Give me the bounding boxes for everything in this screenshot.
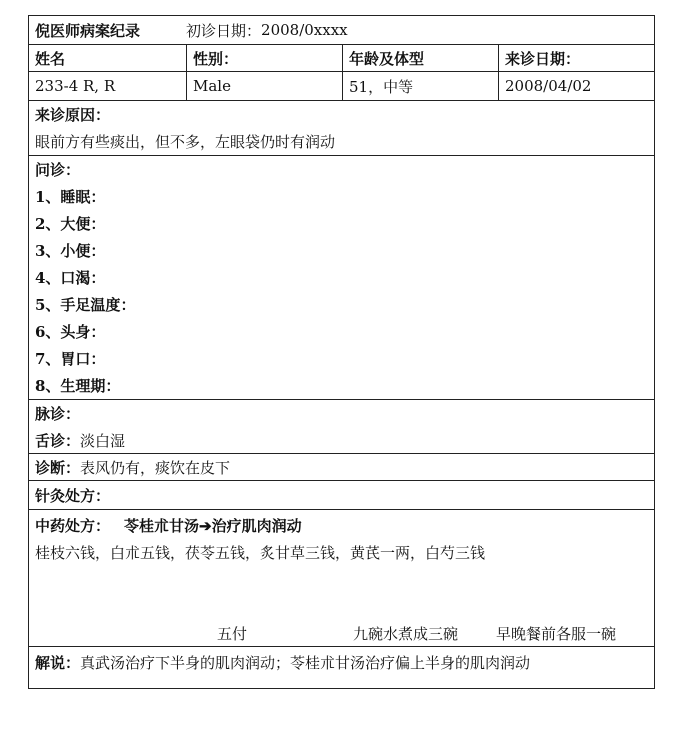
inquiry-item-menses: 8、生理期： — [35, 377, 121, 395]
herbal-cooking: 九碗水煮成三碗 — [353, 625, 459, 643]
patient-header-row — [29, 45, 654, 72]
herbal-ingredients: 桂枝六钱，白朮五钱，茯苓五钱，炙甘草三钱，黄芪一两，白芍三钱 — [35, 544, 486, 562]
explanation-text: 真武汤治疗下半身的肌肉润动；苓桂朮甘汤治疗偏上半身的肌肉润动 — [80, 654, 531, 672]
pulse-tongue-section — [29, 400, 654, 454]
inquiry-label: 问诊： — [35, 161, 81, 179]
title-row — [29, 16, 654, 45]
tongue-line — [35, 430, 125, 451]
pulse-label: 脉诊： — [35, 405, 81, 423]
first-visit-label: 初诊日期： — [186, 21, 262, 40]
title-cell — [29, 16, 654, 44]
name-value: 233-4 R, R — [29, 72, 187, 100]
gender-value: Male — [187, 72, 343, 100]
herbal-section — [29, 510, 654, 647]
visit-reason-text: 眼前方有些痰出，但不多，左眼袋仍时有润动 — [35, 133, 336, 151]
visit-date-value: 2008/04/02 — [505, 77, 592, 95]
inquiry-item-sleep: 1、睡眠： — [35, 188, 106, 206]
diagnosis-label: 诊断： — [35, 459, 81, 477]
herbal-label: 中药处方： — [35, 517, 111, 535]
tongue-label: 舌诊： — [35, 432, 81, 450]
record-title: 倪医师病案纪录 — [35, 21, 141, 40]
explanation-line — [35, 652, 530, 673]
case-record-table — [28, 15, 655, 689]
visit-reason-label: 来诊原因： — [35, 106, 111, 124]
inquiry-item-appetite: 7、胃口： — [35, 350, 106, 368]
visit-date-header: 来诊日期： — [505, 49, 581, 68]
inquiry-item-urine: 3、小便： — [35, 242, 106, 260]
explanation-label: 解说： — [35, 654, 81, 672]
inquiry-section — [29, 156, 654, 400]
diagnosis-line — [35, 457, 230, 478]
herbal-doses: 五付 — [217, 625, 248, 643]
tongue-text: 淡白湿 — [80, 432, 126, 450]
inquiry-item-stool: 2、大便： — [35, 215, 106, 233]
herbal-heading — [35, 515, 302, 536]
herbal-formula: 苓桂朮甘汤➔治疗肌肉润动 — [124, 517, 302, 535]
inquiry-item-head-body: 6、头身： — [35, 323, 106, 341]
diagnosis-section — [29, 454, 654, 481]
diagnosis-text: 表风仍有，痰饮在皮下 — [80, 459, 231, 477]
age-value: 51，中等 — [343, 72, 499, 100]
acupuncture-label: 针灸处方： — [35, 487, 111, 505]
age-header: 年龄及体型 — [343, 45, 499, 71]
patient-value-row — [29, 72, 654, 101]
acupuncture-section — [29, 481, 654, 510]
visit-reason-section — [29, 101, 654, 156]
explanation-section — [29, 647, 654, 689]
herbal-timing: 早晚餐前各服一碗 — [496, 625, 617, 643]
inquiry-item-limb-temp: 5、手足温度： — [35, 296, 136, 314]
gender-header: 性别： — [187, 45, 343, 71]
first-visit-value: 2008/0xxxx — [261, 21, 348, 39]
name-header: 姓名 — [29, 45, 187, 71]
inquiry-item-thirst: 4、口渴： — [35, 269, 106, 287]
